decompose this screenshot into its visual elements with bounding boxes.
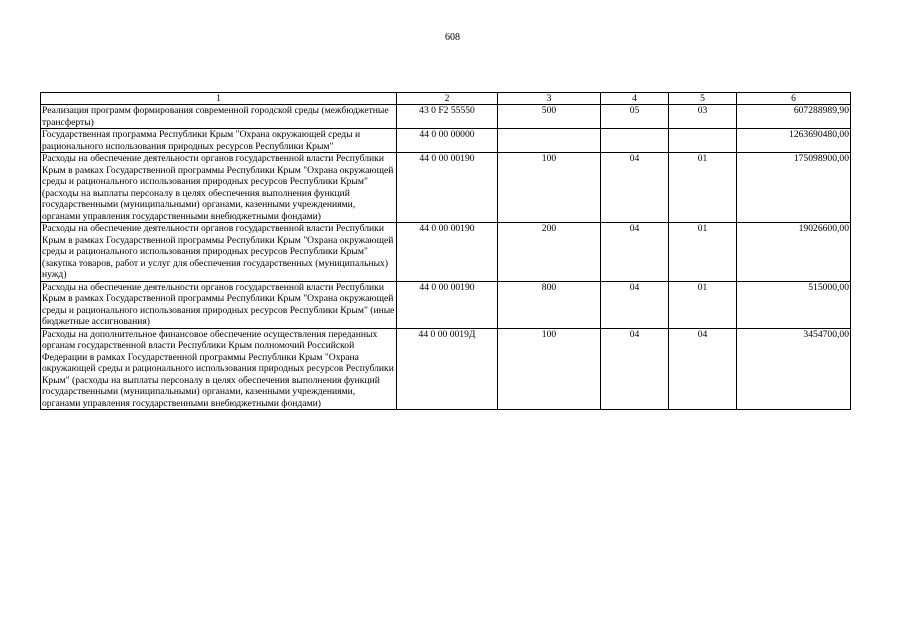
- header-cell-6: 6: [737, 93, 851, 105]
- table-row: [41, 328, 851, 410]
- table-body: [41, 105, 851, 410]
- row-section: 04: [601, 223, 669, 282]
- budget-table: [40, 92, 851, 410]
- header-row: [41, 93, 851, 105]
- row-description: Расходы на обеспечение деятельности органов государственной власти Республики Крым в рамках Государственной программы Республики Крым "Охрана окружающей среды и рационального использования природных ресурсов Республики Крым" (расходы на выплаты персоналу в целях обеспечения выполнения функций государственными (муниципальными) органами, казенными учреждениями, органами управления государственными внебюджетными фондами): [41, 153, 397, 223]
- table-row: [41, 129, 851, 153]
- row-subsection: 01: [669, 281, 737, 328]
- row-section: [601, 129, 669, 153]
- table-row: [41, 281, 851, 328]
- table-row: [41, 105, 851, 129]
- row-code: 44 0 00 00190: [397, 223, 498, 282]
- row-code: 44 0 00 00190: [397, 281, 498, 328]
- row-sum: 607288989,90: [737, 105, 851, 129]
- row-sum: 175098900,00: [737, 153, 851, 223]
- table-row: [41, 153, 851, 223]
- row-sum: 515000,00: [737, 281, 851, 328]
- page-number: 608: [445, 32, 460, 43]
- row-description: Расходы на дополнительное финансовое обеспечение осуществления переданных органам государственной власти Республики Крым полномочий Российской Федерации в рамках Государственной программы Республики Крым "Охрана окружающей среды и рационального использования природных ресурсов Республики Крым" (расходы на выплаты персоналу в целях обеспечения выполнения функций государственными (муниципальными) органами, казенными учреждениями, органами управления государственными внебюджетными фондами): [41, 328, 397, 410]
- table-row: [41, 223, 851, 282]
- header-cell-2: 2: [397, 93, 498, 105]
- row-subsection: 03: [669, 105, 737, 129]
- row-expense-type: 200: [498, 223, 601, 282]
- row-section: 04: [601, 153, 669, 223]
- table-header: [41, 93, 851, 105]
- header-cell-3: 3: [498, 93, 601, 105]
- row-code: 44 0 00 00000: [397, 129, 498, 153]
- header-cell-1: 1: [41, 93, 397, 105]
- row-subsection: 01: [669, 153, 737, 223]
- row-description: Расходы на обеспечение деятельности органов государственной власти Республики Крым в рамках Государственной программы Республики Крым "Охрана окружающей среды и рационального использования природных ресурсов Республики Крым" (закупка товаров, работ и услуг для обеспечения государственных (муниципальных) нужд): [41, 223, 397, 282]
- row-sum: 19026600,00: [737, 223, 851, 282]
- row-sum: 3454700,00: [737, 328, 851, 410]
- row-subsection: [669, 129, 737, 153]
- header-cell-5: 5: [669, 93, 737, 105]
- row-expense-type: [498, 129, 601, 153]
- row-section: 05: [601, 105, 669, 129]
- row-expense-type: 800: [498, 281, 601, 328]
- row-description: Расходы на обеспечение деятельности органов государственной власти Республики Крым в рамках Государственной программы Республики Крым "Охрана окружающей среды и рационального использования природных ресурсов Республики Крым" (иные бюджетные ассигнования): [41, 281, 397, 328]
- row-code: 43 0 F2 55550: [397, 105, 498, 129]
- row-section: 04: [601, 328, 669, 410]
- row-description: Реализация программ формирования современной городской среды (межбюджетные трансферты): [41, 105, 397, 129]
- row-expense-type: 500: [498, 105, 601, 129]
- row-code: 44 0 00 0019Д: [397, 328, 498, 410]
- row-sum: 1263690480,00: [737, 129, 851, 153]
- row-expense-type: 100: [498, 328, 601, 410]
- row-subsection: 01: [669, 223, 737, 282]
- row-expense-type: 100: [498, 153, 601, 223]
- row-description: Государственная программа Республики Крым "Охрана окружающей среды и рационального использования природных ресурсов Республики Крым": [41, 129, 397, 153]
- header-cell-4: 4: [601, 93, 669, 105]
- row-subsection: 04: [669, 328, 737, 410]
- row-section: 04: [601, 281, 669, 328]
- row-code: 44 0 00 00190: [397, 153, 498, 223]
